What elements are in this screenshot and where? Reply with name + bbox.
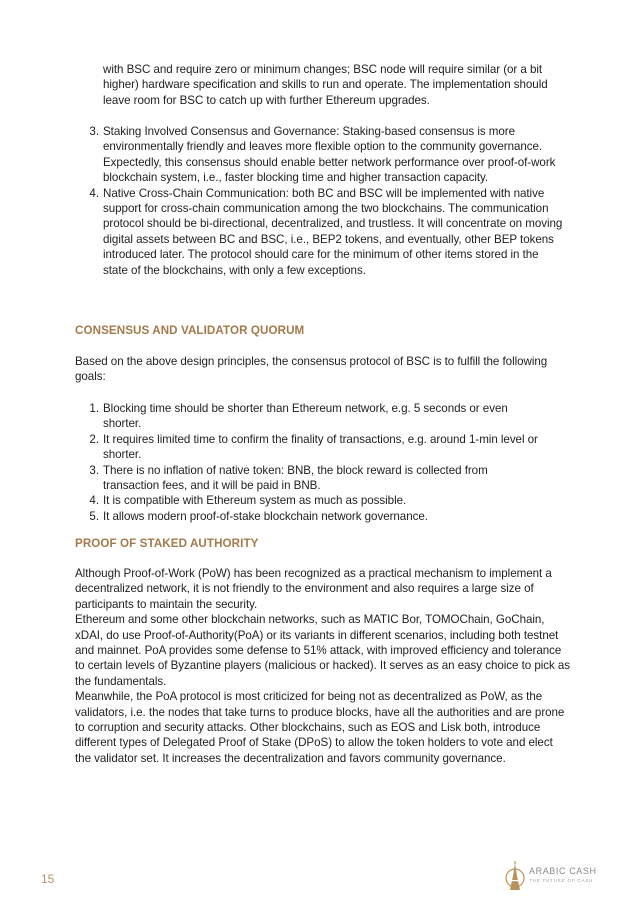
list-item-text: Blocking time should be shorter than Ethereum network, e.g. 5 seconds or even shorter. — [103, 402, 508, 431]
list-item — [89, 186, 565, 278]
list-item-number: 1. — [89, 402, 99, 415]
list-item-number: 3. — [89, 463, 99, 477]
list-item-text: Staking Involved Consensus and Governance: Staking-based consensus is more environmentally friendly and leaves more flexible option to the community governance. Expectedly, this consensus should enable better network performance over proof-of-work blockchain system, i.e., faster blocking time and higher transaction capacity. — [103, 125, 556, 185]
list-item-number: 4. — [89, 494, 99, 508]
paragraph: Although Proof-of-Work (PoW) has been recognized as a practical mechanism to implement a decentralized network, it is not friendly to the environment and also requires a large size of participants to maintain the security. — [75, 567, 552, 611]
list-item — [89, 509, 543, 524]
design-principles-list — [89, 124, 565, 278]
section-heading-posa: PROOF OF STAKED AUTHORITY — [75, 537, 259, 550]
logo-text: ARABIC CASH — [529, 866, 597, 876]
page-number: 15 — [41, 872, 55, 886]
paragraph: Meanwhile, the PoA protocol is most criticized for being not as decentralized as PoW, as the validators, i.e. the nodes that take turns to produce blocks, have all the authorities and are prone to corruption and security attacks. Other blockchains, such as EOS and Lisk both, introduce different types of Delegated Proof of Stake (DPoS) to allow the token holders to vote and elect the validator set. It increases the decentralization and favors community governance. — [75, 690, 565, 765]
section-heading-consensus: CONSENSUS AND VALIDATOR QUORUM — [75, 324, 305, 337]
list-item — [89, 432, 543, 463]
posa-body — [75, 566, 571, 766]
list-item — [89, 401, 543, 432]
list-item-number: 4. — [89, 186, 99, 200]
section-intro: Based on the above design principles, the consensus protocol of BSC is to fulfill the following goals: — [75, 355, 548, 384]
list-item — [89, 463, 543, 494]
list-item-number: 3. — [89, 125, 99, 138]
list-item — [89, 493, 543, 508]
goals-list — [89, 401, 543, 524]
arabic-cash-logo — [505, 860, 605, 896]
tower-icon — [505, 860, 525, 894]
list-continuation — [103, 62, 563, 108]
list-item-text: There is no inflation of native token: BNB, the block reward is collected from transaction fees, and it will be paid in BNB. — [103, 463, 488, 493]
list-item-text: It requires limited time to confirm the finality of transactions, e.g. around 1-min level or shorter. — [103, 432, 538, 462]
list-continuation-text: with BSC and require zero or minimum changes; BSC node will require similar (or a bit higher) hardware specification and skills to run and operate. The implementation should leave room for BSC to catch up with further Ethereum upgrades. — [103, 63, 548, 107]
list-item-number: 5. — [89, 509, 99, 523]
list-item — [89, 124, 565, 186]
paragraph: Ethereum and some other blockchain networks, such as MATIC Bor, TOMOChain, GoChain, xDAI, do use Proof-of-Authority(PoA) or its variants in different scenarios, including both testnet and mainnet. PoA provides some defense to 51% attack, with improved efficiency and tolerance to certain levels of Byzantine players (malicious or hacked). It serves as an easy choice to pick as the fundamentals. — [75, 613, 571, 688]
list-item-text: Native Cross-Chain Communication: both BC and BSC will be implemented with native support for cross-chain communication among the two blockchains. The communication protocol should be bi-directional, decentralized, and trustless. It will concentrate on moving digital assets between BC and BSC, i.e., BEP2 tokens, and eventually, other BEP tokens introduced later. The protocol should care for the minimum of other items stored in the state of the blockchains, with only a few exceptions. — [103, 186, 563, 277]
logo-subtext: THE FUTURE OF CASH — [529, 878, 594, 883]
list-item-number: 2. — [89, 432, 99, 446]
list-item-text: It is compatible with Ethereum system as much as possible. — [103, 494, 407, 508]
list-item-text: It allows modern proof-of-stake blockchain network governance. — [103, 509, 428, 523]
